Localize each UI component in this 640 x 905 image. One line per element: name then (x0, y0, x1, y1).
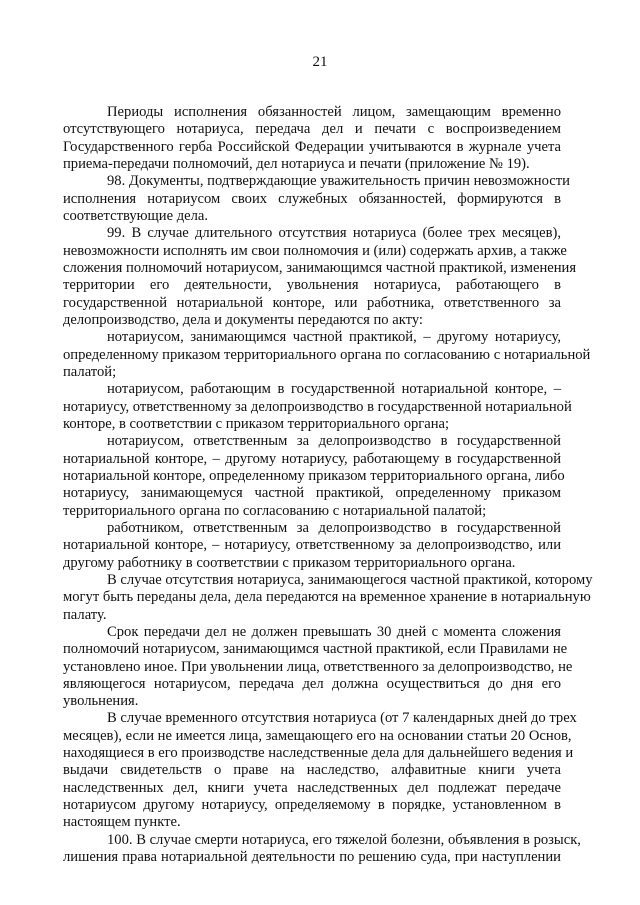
paragraph (63, 571, 593, 624)
text-line: территориального органа по согласованию с нотариальной палатой; (63, 502, 487, 519)
text-line: исполнения нотариусом своих служебных обязанностей, формируются в (63, 190, 561, 207)
text-line: нотариальной конторе, – другому нотариусу, работающему в государственной (63, 450, 561, 467)
paragraph (63, 710, 577, 831)
text-line: нотариальной конторе, – нотариусу, ответственному за делопроизводство, или (63, 537, 561, 554)
text-line: палату. (63, 606, 107, 623)
text-line: нотариусу, ответственному за делопроизводство в государственной нотариальной (63, 398, 572, 415)
text-line: соответствующие дела. (63, 207, 209, 224)
document-body (63, 104, 593, 866)
text-line: территории его деятельности, увольнения нотариуса, работающего в (63, 277, 561, 294)
text-line: лишения права нотариальной деятельности по решению суда, при наступлении (63, 849, 561, 866)
text-line: могут быть переданы дела, дела передаются на временное хранение в нотариальную (63, 589, 591, 606)
paragraph (63, 225, 577, 329)
text-line: месяцев), если не имеется лица, замещающего его на основании статьи 20 Основ, (63, 727, 572, 744)
text-line: конторе, в соответствии с приказом территориального органа; (63, 415, 450, 432)
text-line: Срок передачи дел не должен превышать 30 дней с момента сложения (107, 623, 561, 640)
text-line: отсутствующего нотариуса, передача дел и печати с воспроизведением (63, 121, 561, 138)
text-line: нотариусом, работающим в государственной нотариальной конторе, – (107, 381, 561, 398)
text-line: находящиеся в его производстве наследственные дела для дальнейшего ведения и (63, 745, 574, 762)
text-line: нотариусом, ответственным за делопроизводство в государственной (107, 433, 561, 450)
text-line: сложения полномочий нотариусом, занимающимся частной практикой, изменения (63, 259, 577, 276)
text-line: установлено иное. При увольнении лица, ответственного за делопроизводство, не (63, 658, 573, 675)
text-line: нотариусом другому нотариусу, определяемому в порядке, установленном в (63, 797, 561, 814)
paragraph (63, 329, 591, 381)
text-line: увольнения. (63, 693, 139, 710)
text-line: 99. В случае длительного отсутствия нотариуса (более трех месяцев), (107, 225, 561, 242)
text-line: выдачи свидетельств о праве на наследство, алфавитные книги учета (63, 762, 561, 779)
paragraph (63, 433, 565, 520)
text-line: невозможности исполнять им свои полномочия и (или) содержать архив, а также (63, 242, 567, 259)
text-line: палатой; (63, 363, 117, 380)
text-line: работником, ответственным за делопроизводство в государственной (107, 519, 561, 536)
text-line: другому работнику в соответствии с приказом территориального органа. (63, 554, 516, 571)
text-line: 100. В случае смерти нотариуса, его тяжелой болезни, объявления в розыск, (107, 831, 581, 848)
paragraph (63, 623, 573, 711)
text-line: являющегося нотариусом, передача дел должна осуществиться до дня его (63, 675, 561, 692)
paragraph (63, 520, 561, 572)
text-line: 98. Документы, подтверждающие уважительность причин невозможности (107, 173, 570, 190)
text-line: нотариусом, занимающимся частной практикой, – другому нотариусу, (107, 329, 561, 346)
paragraph (63, 104, 561, 173)
paragraph (63, 173, 570, 225)
paragraph (63, 831, 581, 867)
text-line: нотариальной конторе, определенному приказом территориального органа, либо (63, 467, 565, 484)
text-line: приема-передачи полномочий, дел нотариуса и печати (приложение № 19). (63, 155, 530, 172)
text-line: настоящем пункте. (63, 814, 181, 831)
text-line: В случае временного отсутствия нотариуса (от 7 календарных дней до трех (107, 710, 577, 727)
paragraph (63, 381, 572, 433)
text-line: Периоды исполнения обязанностей лицом, замещающим временно (107, 104, 561, 120)
text-line: В случае отсутствия нотариуса, занимающегося частной практикой, которому (107, 571, 593, 588)
text-line: Государственного герба Российской Федерации учитываются в журнале учета (63, 138, 561, 155)
page-number: 21 (312, 54, 328, 70)
text-line: нотариусу, занимающемуся частной практикой, определенному приказом (63, 485, 561, 502)
text-line: государственной нотариальной конторе, или работника, ответственного за (63, 294, 561, 311)
text-line: наследственных дел, книги учета наследственных дел подлежат передаче (63, 779, 561, 796)
text-line: полномочий нотариусом, занимающимся частной практикой, если Правилами не (63, 641, 568, 658)
text-line: делопроизводство, дела и документы передаются по акту: (63, 311, 423, 328)
text-line: определенному приказом территориального органа по согласованию с нотариальной (63, 346, 591, 363)
